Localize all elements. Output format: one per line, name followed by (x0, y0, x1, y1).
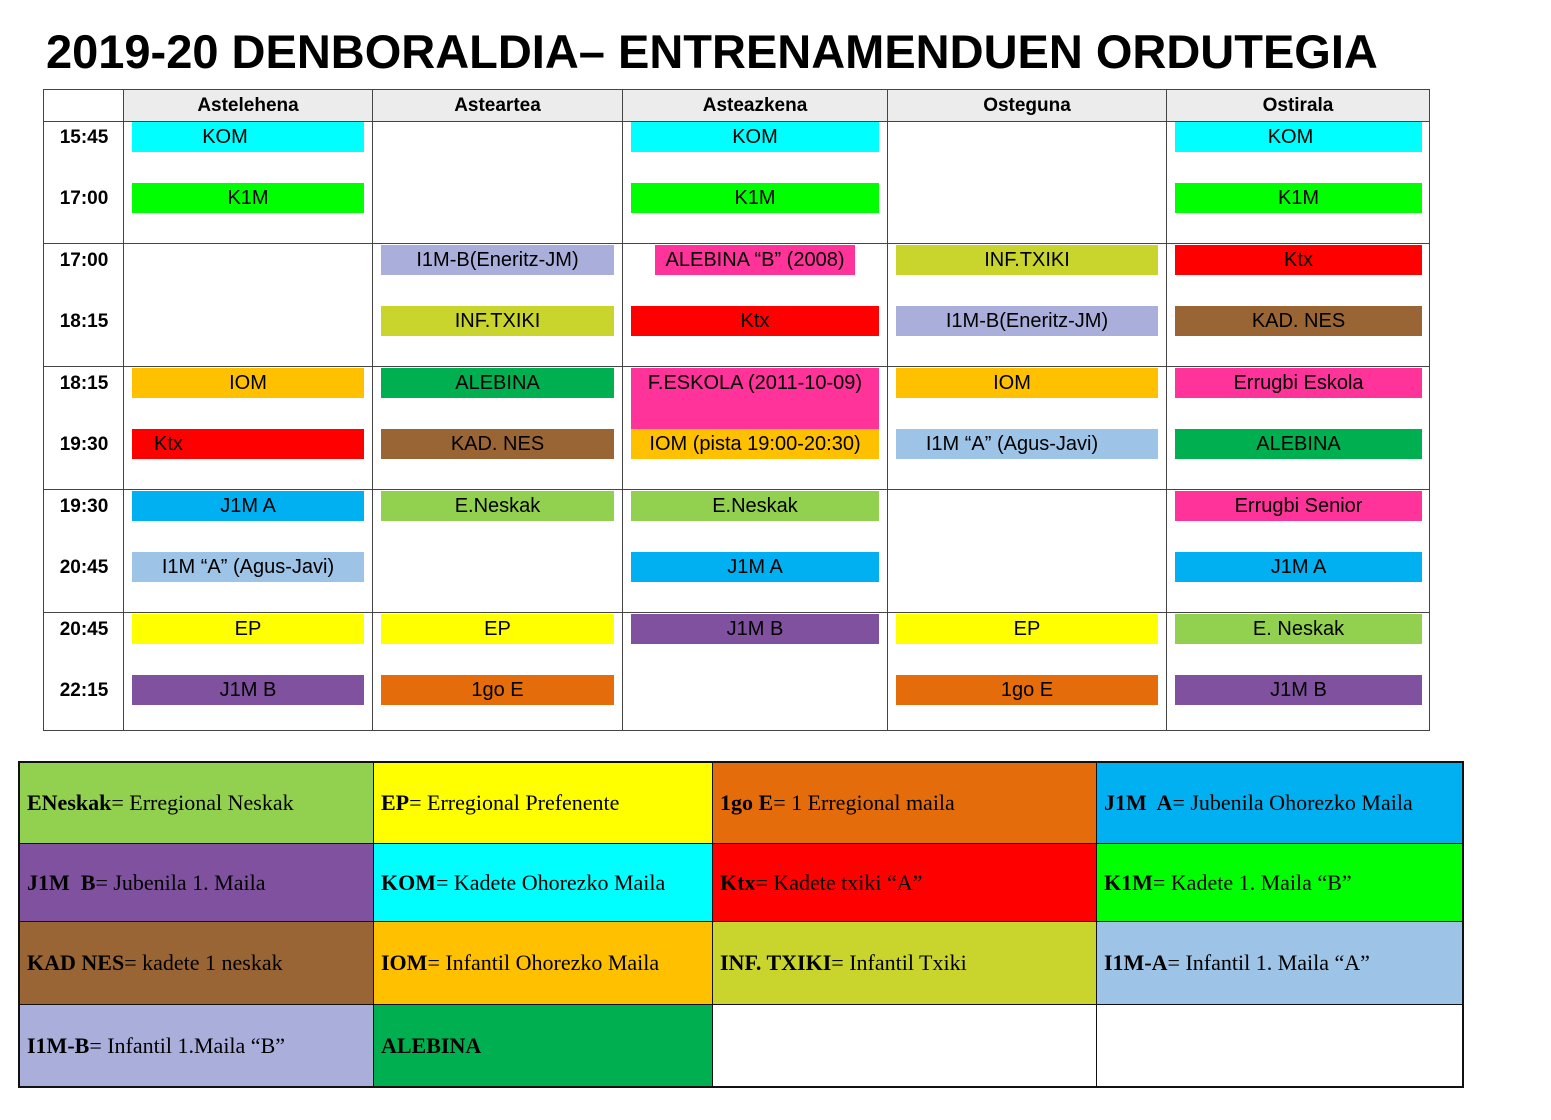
legend-desc: = Jubenila 1. Maila (95, 869, 266, 895)
session-label: 1go E (1000, 679, 1054, 701)
legend-abbr: KOM (381, 869, 436, 895)
legend-desc: = Infantil Ohorezko Maila (427, 950, 660, 975)
session-label: KOM (1267, 126, 1314, 148)
session-bar (1175, 306, 1422, 336)
legend-desc: = kadete 1 neskak (124, 950, 283, 975)
session-label: IOM (pista 19:00-20:30) (649, 433, 861, 455)
day-header-ostirala: Ostirala (1262, 95, 1334, 116)
session-label: K1M (227, 187, 269, 209)
legend-cell (1097, 922, 1462, 1005)
session-bar (655, 245, 855, 275)
legend-desc: = Infantil 1.Maila “B” (89, 1032, 286, 1058)
session-bar (631, 552, 879, 582)
session-label: F.ESKOLA (2011-10-09) (647, 372, 863, 394)
session-bar (1175, 614, 1422, 644)
legend-abbr: ALEBINA (381, 1032, 482, 1058)
session-bar (1175, 122, 1422, 152)
legend-abbr: J1M A (1104, 790, 1173, 815)
legend-abbr: KAD NES (27, 950, 125, 975)
time-label: 22:15 (59, 680, 109, 701)
legend-abbr: I1M-B (27, 1032, 90, 1058)
legend-table (18, 761, 1464, 1088)
session-label: K1M (1277, 187, 1320, 209)
session-label: Errugbi Senior (1234, 495, 1363, 517)
session-bar (631, 306, 879, 336)
time-label: 17:00 (59, 188, 109, 209)
session-label: INF.TXIKI (984, 249, 1070, 271)
session-bar (132, 614, 364, 644)
session-label: Ktx (1284, 249, 1313, 271)
legend-desc: = Erregional Prefenente (409, 790, 620, 815)
legend-cell (1097, 844, 1462, 922)
session-bar (631, 614, 879, 644)
session-label: J1M B (726, 618, 784, 640)
session-label: KAD. NES (1251, 310, 1346, 332)
grid-line (1166, 90, 1167, 730)
session-label: Ktx (154, 433, 183, 455)
time-label: 19:30 (59, 496, 109, 517)
session-bar (381, 368, 614, 398)
time-label: 18:15 (59, 373, 109, 394)
session-label: E.Neskak (454, 495, 541, 517)
session-bar (1175, 183, 1422, 213)
session-bar (1175, 552, 1422, 582)
legend-cell (713, 844, 1097, 922)
session-bar (631, 183, 879, 213)
legend-cell (374, 763, 713, 844)
time-label: 20:45 (59, 619, 109, 640)
session-bar (381, 306, 614, 336)
session-label: KAD. NES (450, 433, 545, 455)
legend-desc: = 1 Erregional maila (773, 790, 955, 815)
legend-desc: = Jubenila Ohorezko Maila (1172, 790, 1413, 815)
grid-line (372, 90, 373, 730)
session-bar (132, 429, 364, 459)
session-label: ALEBINA (1256, 433, 1341, 455)
session-bar (381, 491, 614, 521)
session-bar (132, 122, 364, 152)
legend-desc: = Kadete txiki “A” (755, 869, 923, 895)
legend-cell (20, 922, 374, 1005)
session-label: KOM (202, 126, 248, 148)
legend-abbr: Ktx (720, 869, 756, 895)
session-label: E. Neskak (1252, 618, 1345, 640)
session-label: IOM (229, 372, 267, 394)
grid-line (44, 366, 1429, 367)
legend-desc: = Infantil Txiki (831, 950, 967, 975)
legend-abbr: I1M-A (1104, 950, 1168, 975)
day-header-asteartea: Asteartea (454, 95, 541, 116)
session-bar (631, 368, 879, 429)
session-label: IOM (993, 372, 1031, 394)
session-bar (1175, 675, 1422, 705)
session-bar (896, 306, 1158, 336)
legend-abbr: 1go E (720, 790, 774, 815)
legend-cell-empty (1097, 1005, 1462, 1086)
session-label: EP (234, 618, 262, 640)
legend-abbr: J1M B (27, 869, 96, 895)
grid-line (887, 90, 888, 730)
legend-cell (20, 1005, 374, 1086)
day-header-osteguna: Osteguna (983, 95, 1071, 116)
session-label: I1M “A” (Agus-Javi) (925, 433, 1099, 455)
session-label: J1M A (727, 556, 783, 578)
session-label: ALEBINA “B” (2008) (665, 249, 845, 271)
session-bar (132, 491, 364, 521)
grid-line (44, 243, 1429, 244)
legend-abbr: INF. TXIKI (720, 950, 832, 975)
legend-cell (713, 763, 1097, 844)
legend-cell (713, 922, 1097, 1005)
session-bar (631, 491, 879, 521)
legend-cell (374, 922, 713, 1005)
session-label: 1go E (471, 679, 524, 701)
session-bar (381, 429, 614, 459)
day-header-asteazkena: Asteazkena (702, 95, 808, 116)
session-bar (132, 552, 364, 582)
session-label: I1M-B(Eneritz-JM) (416, 249, 579, 271)
session-label: EP (1013, 618, 1041, 640)
session-label: J1M A (1270, 556, 1327, 578)
session-bar (631, 122, 879, 152)
session-bar (896, 614, 1158, 644)
time-label: 19:30 (59, 434, 109, 455)
grid-line (44, 489, 1429, 490)
legend-abbr: IOM (381, 950, 428, 975)
legend-abbr: K1M (1104, 869, 1153, 895)
session-bar (1175, 368, 1422, 398)
session-label: K1M (734, 187, 776, 209)
time-label: 20:45 (59, 557, 109, 578)
session-bar (896, 245, 1158, 275)
legend-desc: = Erregional Neskak (111, 790, 294, 815)
session-bar (381, 675, 614, 705)
session-bar (132, 183, 364, 213)
session-bar (1175, 245, 1422, 275)
legend-cell (374, 844, 713, 922)
session-bar (381, 614, 614, 644)
session-bar (896, 368, 1158, 398)
legend-cell (1097, 763, 1462, 844)
legend-desc: = Kadete Ohorezko Maila (436, 869, 666, 895)
legend-desc: = Infantil 1. Maila “A” (1167, 950, 1370, 975)
legend-cell (20, 844, 374, 922)
session-label: ALEBINA (455, 372, 540, 394)
session-label: Errugbi Eskola (1233, 372, 1364, 394)
session-bar (132, 675, 364, 705)
time-label: 18:15 (59, 311, 109, 332)
schedule-table (43, 89, 1430, 731)
session-bar (132, 368, 364, 398)
session-label: E.Neskak (712, 495, 798, 517)
session-label: INF.TXIKI (454, 310, 541, 332)
legend-desc: = Kadete 1. Maila “B” (1152, 869, 1352, 895)
legend-cell (20, 763, 374, 844)
session-label: J1M B (1270, 679, 1327, 701)
session-bar (631, 429, 879, 459)
session-label: EP (484, 618, 511, 640)
session-label: I1M-B(Eneritz-JM) (945, 310, 1109, 332)
session-label: I1M “A” (Agus-Javi) (161, 556, 335, 578)
session-bar (1175, 491, 1422, 521)
session-label: J1M B (219, 679, 277, 701)
day-header-astelehena: Astelehena (197, 95, 299, 116)
session-bar (896, 675, 1158, 705)
time-label: 17:00 (59, 250, 109, 271)
session-bar (381, 245, 614, 275)
session-bar (1175, 429, 1422, 459)
legend-abbr: ENeskak (27, 790, 112, 815)
page-title: 2019-20 DENBORALDIA– ENTRENAMENDUEN ORDUTEGIA (46, 25, 1378, 78)
time-label: 15:45 (59, 127, 109, 148)
legend-cell (374, 1005, 713, 1086)
legend-cell-empty (713, 1005, 1097, 1086)
grid-line (44, 612, 1429, 613)
session-label: KOM (732, 126, 778, 148)
session-label: J1M A (220, 495, 276, 517)
session-label: Ktx (740, 310, 770, 332)
session-bar (896, 429, 1158, 459)
legend-abbr: EP (381, 790, 410, 815)
grid-line (622, 90, 623, 730)
